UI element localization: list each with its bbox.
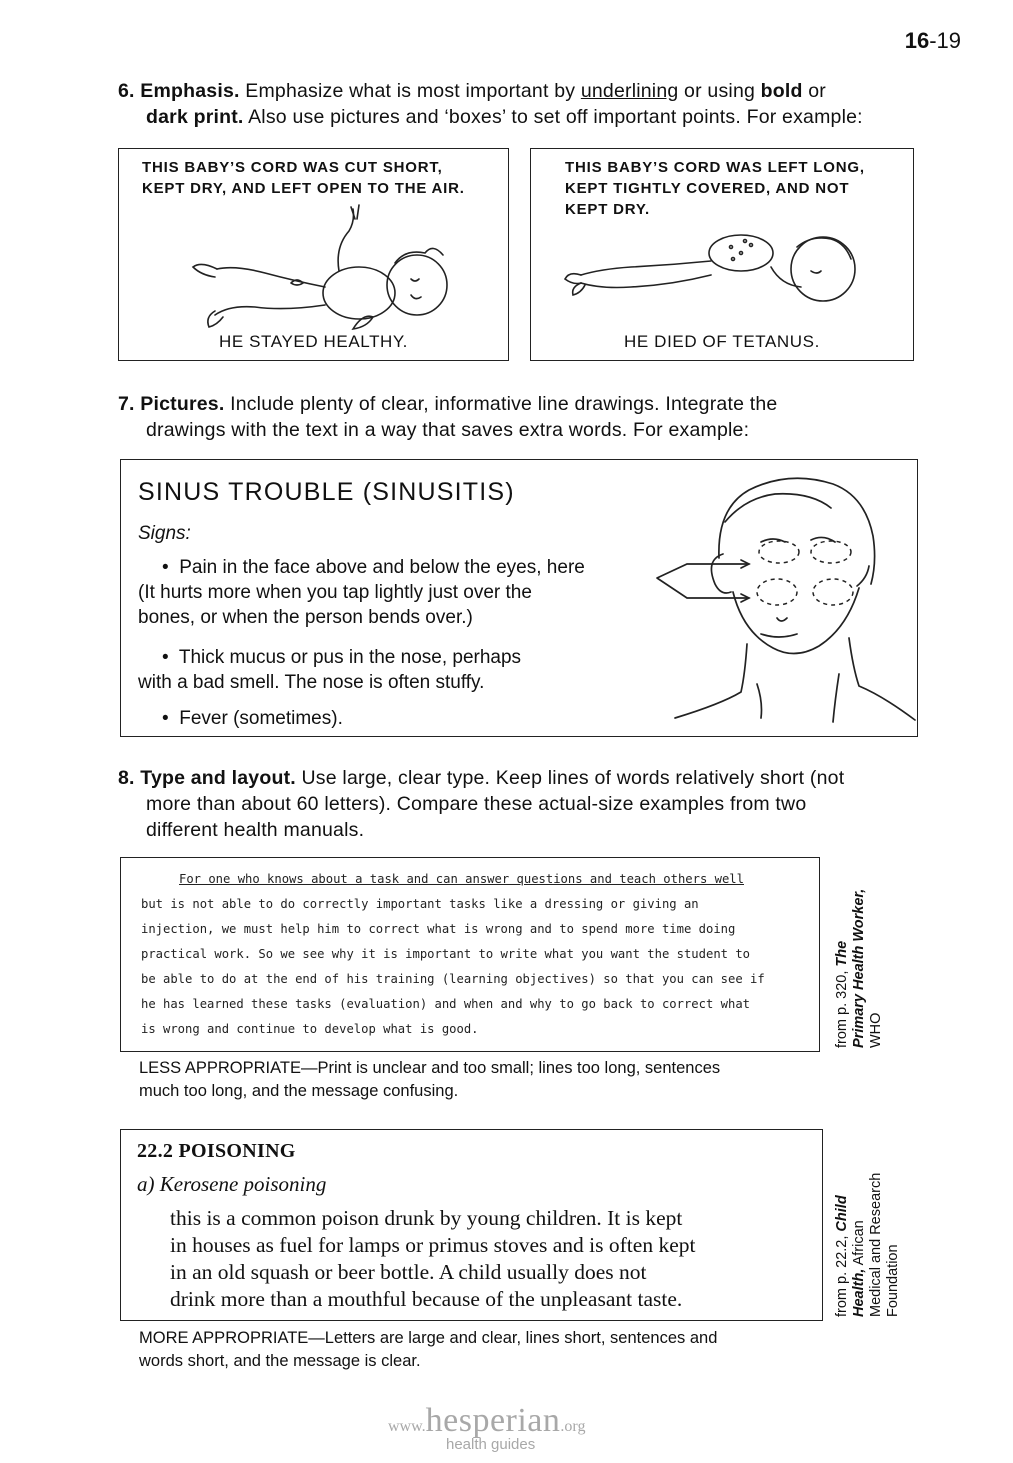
kerosene-subheading: a) Kerosene poisoning — [137, 1172, 327, 1196]
section-8-paragraph: 8. Type and layout. Use large, clear type. Keep lines of words relatively short (not more than about 60 letters). Compare these actual-size examples from two different health manuals. — [118, 767, 845, 841]
baby-healthy-box: THIS BABY’S CORD WAS CUT SHORT, KEPT DRY, AND LEFT OPEN TO THE AIR. HE STAYED HEALTHY. — [118, 148, 509, 361]
less-appropriate-caption: LESS APPROPRIATE—Print is unclear and too small; lines too long, sentences much too long, and the message confusing. — [139, 1059, 721, 1100]
sinus-sign-1: • Pain in the face above and below the eyes, here (It hurts more when you tap lightly just over the bones, or when the person bends over.) — [138, 557, 585, 628]
more-appropriate-source: from p. 22.2, Child Health, African Medical and Research Foundation — [834, 1172, 901, 1317]
section-7-paragraph: 7. Pictures. Include plenty of clear, informative line drawings. Integrate the drawings with the text in a way that saves extra words. For example: — [118, 393, 778, 441]
section-6-title: 6. Emphasis. — [118, 80, 240, 102]
healthy-caption: HE STAYED HEALTHY. — [218, 332, 409, 351]
sinus-title: SINUS TROUBLE (SINUSITIS) — [138, 478, 515, 506]
healthy-baby-illustration — [159, 201, 479, 336]
section-8-title: 8. Type and layout. — [118, 767, 296, 789]
less-appropriate-text: For one who knows about a task and can answer questions and teach others well but is not able to do correctly important tasks like a dressing or giving an injection, we must help him to correct what is wrong and to spend more time doing practical work. So we see why it is important to write what you want the student to be able to do at the end of his training (learning objectives) so that you can see if he has learned these tasks (evaluation) and when and why to go back to correct what is wrong and continue to develop what is good. — [141, 872, 765, 1036]
sinus-face-illustration — [649, 468, 917, 736]
section-7-title: 7. Pictures. — [118, 393, 225, 415]
poisoning-heading: 22.2 POISONING — [137, 1140, 296, 1162]
less-appropriate-source: from p. 320, The Primary Health Worker, WHO — [834, 888, 884, 1048]
page-number: 16-19 — [904, 28, 961, 53]
more-appropriate-example-box — [120, 1129, 823, 1321]
sinus-sign-2: • Thick mucus or pus in the nose, perhaps with a bad smell. The nose is often stuffy. — [138, 647, 522, 693]
section-6-paragraph: 6. Emphasis. Emphasize what is most important by underlining or using bold or dark print. Also use pictures and ‘boxes’ to set off important points. For example: — [118, 80, 863, 128]
baby-tetanus-box: THIS BABY’S CORD WAS LEFT LONG, KEPT TIGHTLY COVERED, AND NOT KEPT DRY. HE DIED OF TETANUS. — [530, 148, 914, 361]
sinus-sign-3: • Fever (sometimes). — [162, 708, 343, 729]
more-appropriate-caption: MORE APPROPRIATE—Letters are large and clear, lines short, sentences and words short, and the message is clear. — [139, 1329, 718, 1370]
hesperian-watermark: www.hesperian.org health guides — [388, 1402, 586, 1453]
more-appropriate-text: this is a common poison drunk by young children. It is kept in houses as fuel for lamps or primus stoves and is often kept in an old squash or beer bottle. A child usually does not drink more than a mouthful because of the unpleasant taste. — [170, 1206, 696, 1311]
sinus-signs-label: Signs: — [138, 523, 191, 544]
tetanus-baby-illustration — [561, 223, 901, 333]
tetanus-caption: HE DIED OF TETANUS. — [624, 332, 820, 351]
less-appropriate-example-box — [120, 857, 820, 1052]
sinus-example-box — [120, 459, 918, 737]
